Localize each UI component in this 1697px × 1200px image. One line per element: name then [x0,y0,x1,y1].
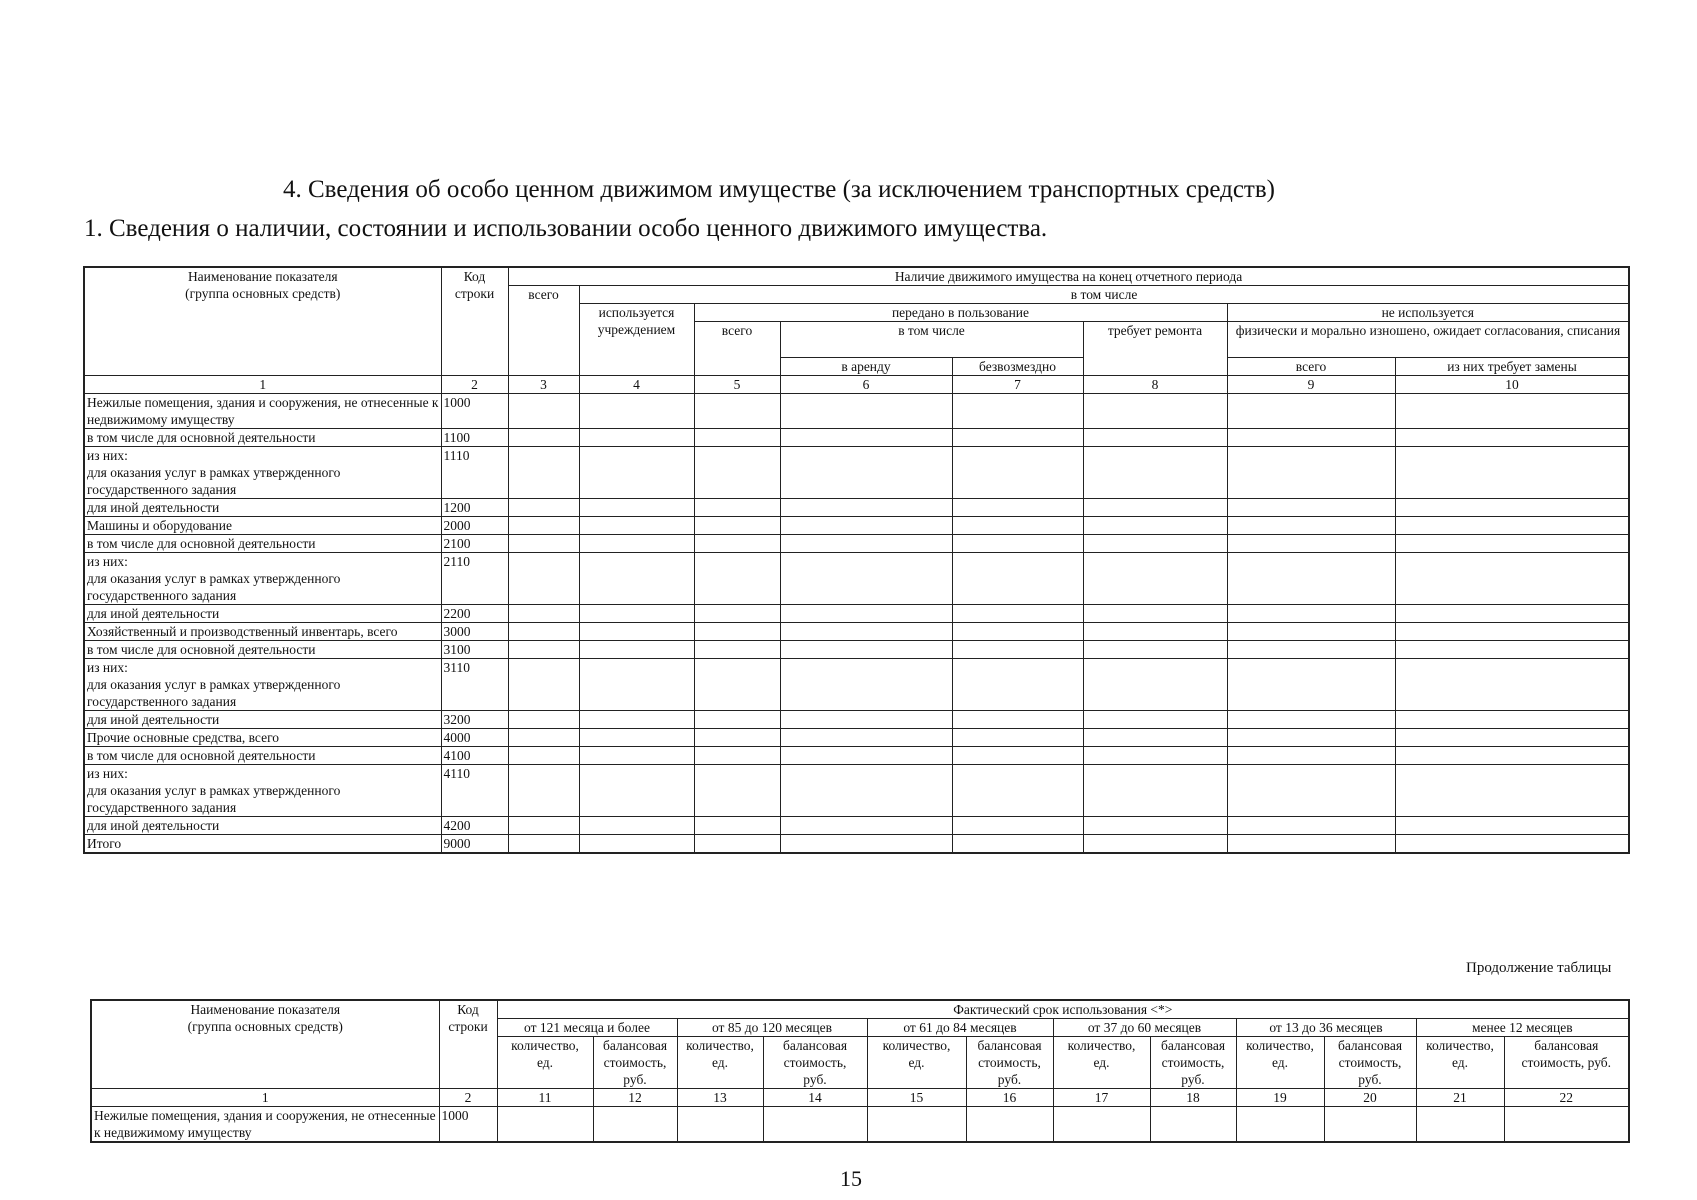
header-code: Код строки [441,267,508,376]
row-label: в том числе для основной деятельности [84,747,441,765]
data-cell[interactable] [780,535,952,553]
data-cell[interactable] [579,711,694,729]
data-cell[interactable] [579,623,694,641]
data-cell[interactable] [579,429,694,447]
header-rent: в аренду [780,358,952,376]
data-cell[interactable] [780,641,952,659]
data-cell[interactable] [952,747,1083,765]
data-cell[interactable] [694,641,780,659]
row-code: 3110 [441,659,508,711]
data-cell[interactable] [508,499,579,517]
data-cell[interactable] [579,641,694,659]
data-cell[interactable] [1227,765,1395,817]
data-cell[interactable] [780,659,952,711]
row-label: в том числе для основной деятельности [84,641,441,659]
data-cell[interactable] [508,659,579,711]
row-code: 3100 [441,641,508,659]
data-cell[interactable] [579,659,694,711]
column-number: 4 [579,376,694,394]
data-cell[interactable] [1227,553,1395,605]
data-cell[interactable] [1227,517,1395,535]
page-number: 15 [840,1166,862,1191]
qty-header: количество, ед. [497,1037,593,1089]
data-cell[interactable] [579,817,694,835]
data-cell[interactable] [1227,711,1395,729]
column-number: 15 [867,1089,966,1107]
header-used: используется учреждением [579,304,694,376]
data-cell[interactable] [508,711,579,729]
column-number: 1 [91,1089,439,1107]
data-cell[interactable] [952,659,1083,711]
data-cell[interactable] [694,659,780,711]
data-cell[interactable] [508,553,579,605]
header-total: всего [508,286,579,376]
data-cell[interactable] [1227,605,1395,623]
table-row [84,641,1629,659]
row-code: 4100 [441,747,508,765]
data-cell[interactable] [1236,1107,1324,1143]
column-number: 16 [966,1089,1053,1107]
data-cell[interactable] [508,835,579,854]
header-code-2: Код строки [439,1000,497,1089]
data-cell[interactable] [1395,429,1629,447]
data-cell[interactable] [694,429,780,447]
data-cell[interactable] [1227,499,1395,517]
data-cell[interactable] [952,553,1083,605]
table-row [84,817,1629,835]
column-number: 8 [1083,376,1227,394]
column-number: 7 [952,376,1083,394]
data-cell[interactable] [1083,553,1227,605]
table-row [84,394,1629,429]
table-row [84,429,1629,447]
usage-period-table [90,999,1630,1143]
column-number: 3 [508,376,579,394]
data-cell[interactable] [694,499,780,517]
column-number: 10 [1395,376,1629,394]
header-worn: физически и морально изношено, ожидает согласования, списания [1227,322,1629,358]
data-cell[interactable] [1395,641,1629,659]
data-cell[interactable] [1083,499,1227,517]
data-cell[interactable] [694,394,780,429]
data-cell[interactable] [1083,817,1227,835]
data-cell[interactable] [780,623,952,641]
data-cell[interactable] [1395,729,1629,747]
header-top: Наличие движимого имущества на конец отчетного периода [508,267,1629,286]
assets-table [83,266,1630,854]
row-code: 3200 [441,711,508,729]
data-cell[interactable] [952,711,1083,729]
row-code: 4110 [441,765,508,817]
data-cell[interactable] [579,747,694,765]
data-cell[interactable] [579,447,694,499]
data-cell[interactable] [780,729,952,747]
table-row [84,499,1629,517]
data-cell[interactable] [1395,605,1629,623]
qty-header: количество, ед. [677,1037,763,1089]
data-cell[interactable] [694,517,780,535]
data-cell[interactable] [694,835,780,854]
data-cell[interactable] [780,553,952,605]
period-header: от 85 до 120 месяцев [677,1019,867,1037]
data-cell[interactable] [1395,447,1629,499]
data-cell[interactable] [952,447,1083,499]
data-cell[interactable] [1395,517,1629,535]
data-cell[interactable] [952,623,1083,641]
header-transferred: передано в пользование [694,304,1227,322]
data-cell[interactable] [1227,623,1395,641]
data-cell[interactable] [952,641,1083,659]
data-cell[interactable] [952,535,1083,553]
data-cell[interactable] [1227,817,1395,835]
table-row [91,1107,1629,1143]
data-cell[interactable] [780,429,952,447]
table-row [84,517,1629,535]
data-cell[interactable] [694,605,780,623]
header-repair: требует ремонта [1083,322,1227,376]
row-code: 9000 [441,835,508,854]
row-code: 2200 [441,605,508,623]
data-cell[interactable] [1083,605,1227,623]
data-cell[interactable] [780,765,952,817]
row-code: 3000 [441,623,508,641]
data-cell[interactable] [579,553,694,605]
column-number: 2 [439,1089,497,1107]
table-row [84,447,1629,499]
data-cell[interactable] [952,394,1083,429]
column-number: 2 [441,376,508,394]
table-row [84,605,1629,623]
header-replace: из них требует замены [1395,358,1629,376]
data-cell[interactable] [1395,623,1629,641]
data-cell[interactable] [1227,835,1395,854]
table-row [84,623,1629,641]
data-cell[interactable] [1083,747,1227,765]
data-cell[interactable] [508,641,579,659]
data-cell[interactable] [508,517,579,535]
data-cell[interactable] [579,394,694,429]
row-label: Хозяйственный и производственный инвентарь, всего [84,623,441,641]
data-cell[interactable] [1227,659,1395,711]
data-cell[interactable] [780,817,952,835]
data-cell[interactable] [780,711,952,729]
data-cell[interactable] [508,729,579,747]
table-row [84,553,1629,605]
table-row [84,711,1629,729]
row-code: 1110 [441,447,508,499]
data-cell[interactable] [1395,553,1629,605]
qty-header: количество, ед. [1053,1037,1150,1089]
data-cell[interactable] [780,747,952,765]
data-cell[interactable] [1395,835,1629,854]
data-cell[interactable] [1395,817,1629,835]
data-cell[interactable] [780,517,952,535]
header-notused: не используется [1227,304,1629,322]
data-cell[interactable] [952,835,1083,854]
cost-header: балансовая стоимость, руб. [1324,1037,1416,1089]
data-cell[interactable] [508,765,579,817]
data-cell[interactable] [508,447,579,499]
data-cell[interactable] [1083,429,1227,447]
data-cell[interactable] [677,1107,763,1143]
period-header: от 37 до 60 месяцев [1053,1019,1236,1037]
table-row [84,535,1629,553]
section-heading: 4. Сведения об особо ценном движимом имуществе (за исключением транспортных средств) [283,176,1275,203]
data-cell[interactable] [1053,1107,1150,1143]
data-cell[interactable] [780,447,952,499]
column-number: 14 [763,1089,867,1107]
data-cell[interactable] [508,623,579,641]
data-cell[interactable] [579,499,694,517]
column-number: 6 [780,376,952,394]
header-incl: в том числе [579,286,1629,304]
data-cell[interactable] [579,765,694,817]
data-cell[interactable] [694,535,780,553]
data-cell[interactable] [1227,447,1395,499]
data-cell[interactable] [1395,711,1629,729]
table-row [84,747,1629,765]
row-label: из них: для оказания услуг в рамках утвержденного государственного задания [84,765,441,817]
row-label: из них: для оказания услуг в рамках утвержденного государственного задания [84,447,441,499]
data-cell[interactable] [508,747,579,765]
data-cell[interactable] [579,835,694,854]
data-cell[interactable] [579,517,694,535]
column-number: 21 [1416,1089,1504,1107]
row-code: 4200 [441,817,508,835]
period-header: от 121 месяца и более [497,1019,677,1037]
cost-header: балансовая стоимость, руб. [1150,1037,1236,1089]
data-cell[interactable] [508,394,579,429]
data-cell[interactable] [1324,1107,1416,1143]
period-header: от 61 до 84 месяцев [867,1019,1053,1037]
table-row [84,729,1629,747]
row-code: 2100 [441,535,508,553]
row-label: из них: для оказания услуг в рамках утвержденного государственного задания [84,553,441,605]
column-number: 17 [1053,1089,1150,1107]
cost-header: балансовая стоимость, руб. [1504,1037,1629,1089]
data-cell[interactable] [1227,394,1395,429]
data-cell[interactable] [1083,659,1227,711]
data-cell[interactable] [1395,765,1629,817]
continuation-label: Продолжение таблицы [1466,960,1612,976]
row-label: для иной деятельности [84,605,441,623]
row-code: 2000 [441,517,508,535]
data-cell[interactable] [593,1107,677,1143]
row-code: 1000 [441,394,508,429]
cost-header: балансовая стоимость, руб. [966,1037,1053,1089]
data-cell[interactable] [694,623,780,641]
row-label: Машины и оборудование [84,517,441,535]
header-tr-total: всего [694,322,780,376]
header-name-2: Наименование показателя (группа основных средств) [91,1000,439,1089]
data-cell[interactable] [780,605,952,623]
data-cell[interactable] [694,817,780,835]
data-cell[interactable] [1395,394,1629,429]
data-cell[interactable] [1395,747,1629,765]
header-name: Наименование показателя (группа основных средств) [84,267,441,376]
data-cell[interactable] [1083,711,1227,729]
row-code: 1000 [439,1107,497,1143]
data-cell[interactable] [952,817,1083,835]
row-code: 1200 [441,499,508,517]
data-cell[interactable] [1227,429,1395,447]
data-cell[interactable] [1395,659,1629,711]
data-cell[interactable] [780,394,952,429]
row-label: для иной деятельности [84,499,441,517]
column-number: 18 [1150,1089,1236,1107]
header-top-2: Фактический срок использования <*> [497,1000,1629,1019]
data-cell[interactable] [1083,517,1227,535]
data-cell[interactable] [780,835,952,854]
data-cell[interactable] [694,711,780,729]
data-cell[interactable] [579,535,694,553]
column-number: 9 [1227,376,1395,394]
column-number: 11 [497,1089,593,1107]
data-cell[interactable] [694,729,780,747]
data-cell[interactable] [1504,1107,1629,1143]
data-cell[interactable] [1150,1107,1236,1143]
row-code: 2110 [441,553,508,605]
row-label: Прочие основные средства, всего [84,729,441,747]
data-cell[interactable] [1083,394,1227,429]
data-cell[interactable] [952,605,1083,623]
column-numbers-row-2 [91,1089,1629,1107]
data-cell[interactable] [1227,747,1395,765]
row-label: Нежилые помещения, здания и сооружения, не отнесенные к недвижимому имуществу [91,1107,439,1143]
column-number: 1 [84,376,441,394]
column-number: 20 [1324,1089,1416,1107]
column-number: 22 [1504,1089,1629,1107]
column-number: 13 [677,1089,763,1107]
data-cell[interactable] [497,1107,593,1143]
qty-header: количество, ед. [1236,1037,1324,1089]
data-cell[interactable] [508,605,579,623]
data-cell[interactable] [966,1107,1053,1143]
data-cell[interactable] [952,499,1083,517]
data-cell[interactable] [694,747,780,765]
row-label: в том числе для основной деятельности [84,535,441,553]
row-label: в том числе для основной деятельности [84,429,441,447]
data-cell[interactable] [508,535,579,553]
cost-header: балансовая стоимость, руб. [763,1037,867,1089]
data-cell[interactable] [1083,623,1227,641]
data-cell[interactable] [694,447,780,499]
data-cell[interactable] [1083,835,1227,854]
row-code: 1100 [441,429,508,447]
data-cell[interactable] [1416,1107,1504,1143]
row-label: для иной деятельности [84,711,441,729]
data-cell[interactable] [867,1107,966,1143]
data-cell[interactable] [1083,447,1227,499]
period-header: менее 12 месяцев [1416,1019,1629,1037]
data-cell[interactable] [952,729,1083,747]
data-cell[interactable] [1395,535,1629,553]
row-label: из них: для оказания услуг в рамках утвержденного государственного задания [84,659,441,711]
row-label: Итого [84,835,441,854]
column-number: 5 [694,376,780,394]
data-cell[interactable] [694,765,780,817]
column-numbers-row [84,376,1629,394]
data-cell[interactable] [1083,641,1227,659]
row-label: для иной деятельности [84,817,441,835]
data-cell[interactable] [952,429,1083,447]
data-cell[interactable] [1083,765,1227,817]
header-worn-total: всего [1227,358,1395,376]
data-cell[interactable] [952,765,1083,817]
data-cell[interactable] [763,1107,867,1143]
qty-header: количество, ед. [867,1037,966,1089]
period-header: от 13 до 36 месяцев [1236,1019,1416,1037]
data-cell[interactable] [508,429,579,447]
data-cell[interactable] [780,499,952,517]
data-cell[interactable] [952,517,1083,535]
table-row [84,659,1629,711]
cost-header: балансовая стоимость, руб. [593,1037,677,1089]
data-cell[interactable] [579,729,694,747]
data-cell[interactable] [508,817,579,835]
data-cell[interactable] [1083,535,1227,553]
data-cell[interactable] [1227,641,1395,659]
data-cell[interactable] [1083,729,1227,747]
subsection-heading: 1. Сведения о наличии, состоянии и использовании особо ценного движимого имущества. [84,215,1048,242]
row-code: 4000 [441,729,508,747]
column-number: 12 [593,1089,677,1107]
data-cell[interactable] [1227,535,1395,553]
data-cell[interactable] [1227,729,1395,747]
row-label: Нежилые помещения, здания и сооружения, не отнесенные к недвижимому имуществу [84,394,441,429]
data-cell[interactable] [1395,499,1629,517]
qty-header: количество, ед. [1416,1037,1504,1089]
data-cell[interactable] [694,553,780,605]
table-row [84,835,1629,854]
header-free: безвозмездно [952,358,1083,376]
header-tr-incl: в том числе [780,322,1083,358]
column-number: 19 [1236,1089,1324,1107]
data-cell[interactable] [579,605,694,623]
table-row [84,765,1629,817]
